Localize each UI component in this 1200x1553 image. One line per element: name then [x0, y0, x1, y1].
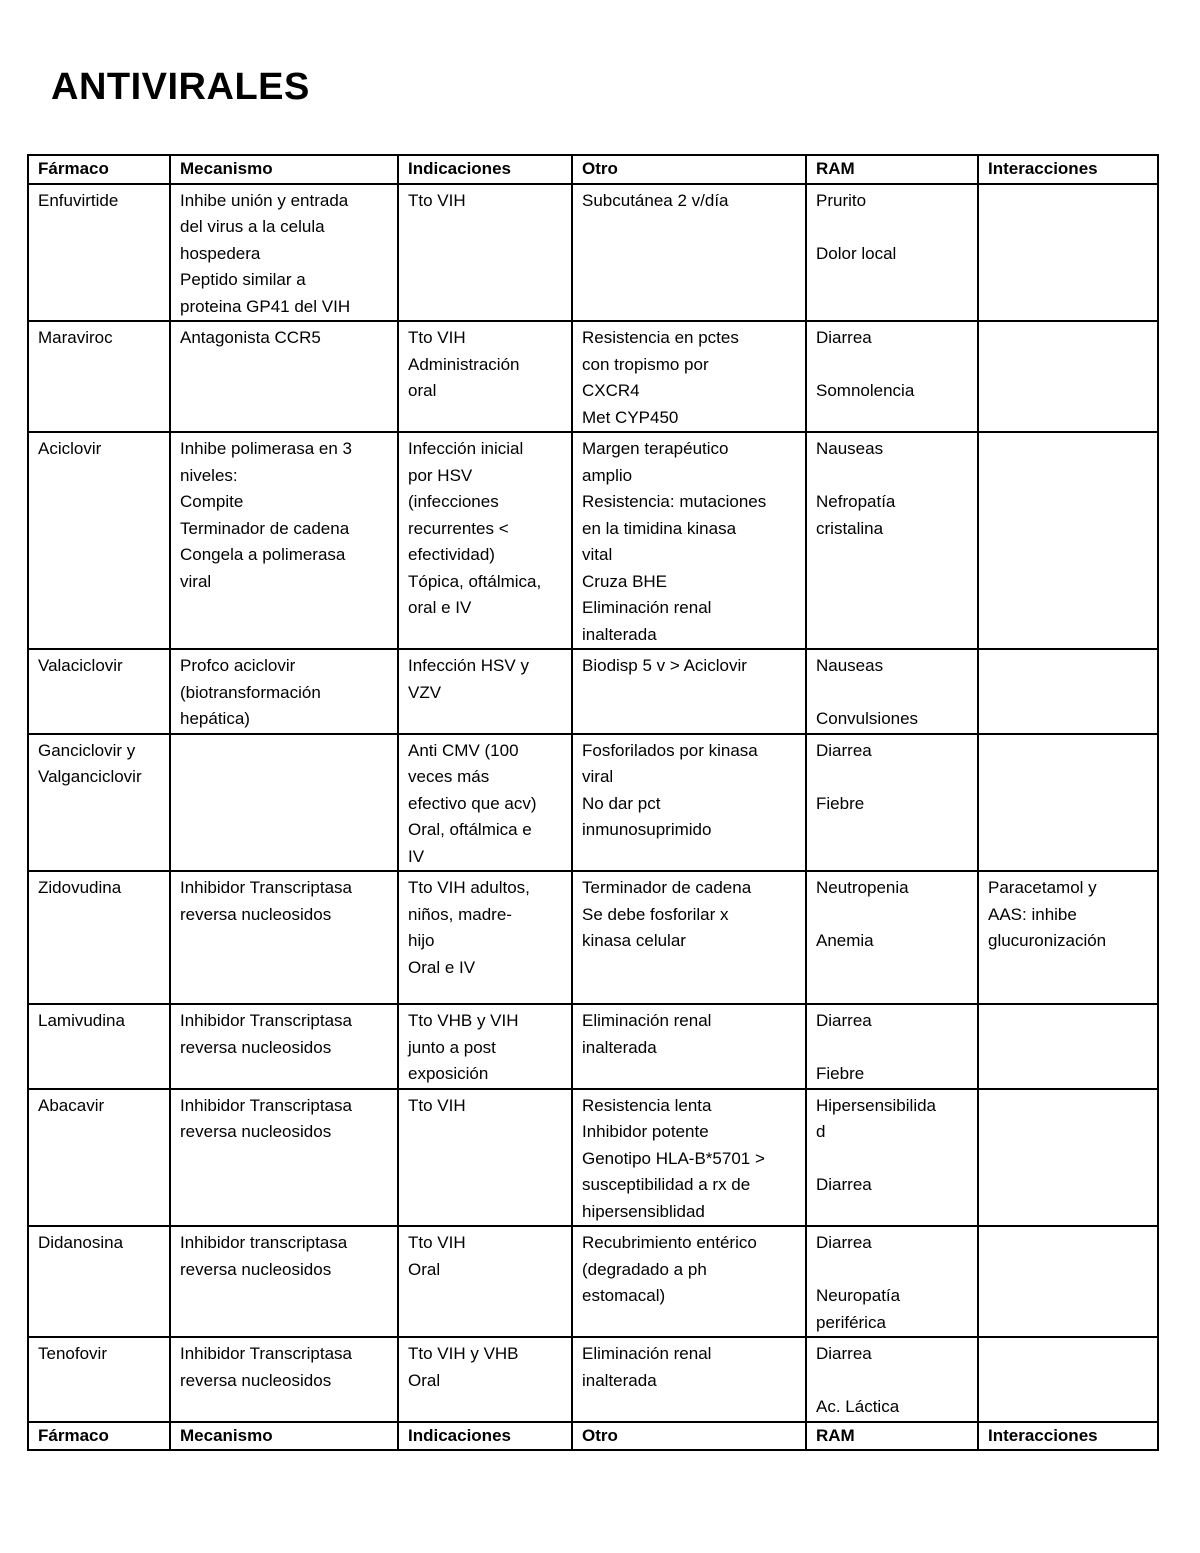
header-otro: Otro [572, 155, 806, 184]
cell-mecanismo: Inhibidor Transcriptasa reversa nucleosidos [170, 871, 398, 1004]
cell-otro: Resistencia en pctes con tropismo por CXCR4 Met CYP450 [572, 321, 806, 432]
table-footer-row [28, 1422, 1158, 1451]
cell-indicaciones: Infección inicial por HSV (infecciones recurrentes < efectividad) Tópica, oftálmica, oral e IV [398, 432, 572, 649]
table-row [28, 321, 1158, 432]
cell-farmaco: Tenofovir [28, 1337, 170, 1422]
cell-interacciones [978, 1337, 1158, 1422]
cell-interacciones [978, 734, 1158, 872]
cell-interacciones [978, 1004, 1158, 1089]
cell-otro: Eliminación renal inalterada [572, 1004, 806, 1089]
table-row [28, 432, 1158, 649]
cell-otro: Margen terapéutico amplio Resistencia: mutaciones en la timidina kinasa vital Cruza BHE Eliminación renal inalterada [572, 432, 806, 649]
cell-mecanismo: Profco aciclovir (biotransformación hepática) [170, 649, 398, 734]
footer-indicaciones: Indicaciones [398, 1422, 572, 1451]
cell-farmaco: Aciclovir [28, 432, 170, 649]
header-mecanismo: Mecanismo [170, 155, 398, 184]
cell-indicaciones: Tto VIH Oral [398, 1226, 572, 1337]
cell-indicaciones: Tto VIH Administración oral [398, 321, 572, 432]
cell-mecanismo: Inhibidor Transcriptasa reversa nucleosidos [170, 1089, 398, 1227]
cell-mecanismo: Inhibe unión y entrada del virus a la celula hospedera Peptido similar a proteina GP41 del VIH [170, 184, 398, 322]
cell-interacciones [978, 432, 1158, 649]
cell-interacciones [978, 184, 1158, 322]
cell-otro: Terminador de cadena Se debe fosforilar x kinasa celular [572, 871, 806, 1004]
footer-otro: Otro [572, 1422, 806, 1451]
table-row [28, 734, 1158, 872]
footer-interacciones: Interacciones [978, 1422, 1158, 1451]
cell-indicaciones: Tto VIH y VHB Oral [398, 1337, 572, 1422]
cell-otro: Biodisp 5 v > Aciclovir [572, 649, 806, 734]
cell-farmaco: Zidovudina [28, 871, 170, 1004]
table-row [28, 184, 1158, 322]
cell-ram: Neutropenia Anemia [806, 871, 978, 1004]
table-body [28, 184, 1158, 1451]
cell-farmaco: Enfuvirtide [28, 184, 170, 322]
cell-ram: Prurito Dolor local [806, 184, 978, 322]
cell-farmaco: Didanosina [28, 1226, 170, 1337]
table-row [28, 1089, 1158, 1227]
table-row [28, 1226, 1158, 1337]
cell-mecanismo: Antagonista CCR5 [170, 321, 398, 432]
header-indicaciones: Indicaciones [398, 155, 572, 184]
table-row [28, 1337, 1158, 1422]
cell-farmaco: Lamivudina [28, 1004, 170, 1089]
cell-farmaco: Ganciclovir y Valganciclovir [28, 734, 170, 872]
cell-interacciones [978, 321, 1158, 432]
cell-indicaciones: Tto VHB y VIH junto a post exposición [398, 1004, 572, 1089]
cell-farmaco: Maraviroc [28, 321, 170, 432]
cell-interacciones: Paracetamol y AAS: inhibe glucuronización [978, 871, 1158, 1004]
antivirales-table [27, 154, 1159, 1451]
cell-otro: Subcutánea 2 v/día [572, 184, 806, 322]
table-row [28, 871, 1158, 1004]
cell-otro: Fosforilados por kinasa viral No dar pct inmunosuprimido [572, 734, 806, 872]
cell-farmaco: Abacavir [28, 1089, 170, 1227]
cell-otro: Recubrimiento entérico (degradado a ph estomacal) [572, 1226, 806, 1337]
footer-ram: RAM [806, 1422, 978, 1451]
cell-farmaco: Valaciclovir [28, 649, 170, 734]
cell-mecanismo [170, 734, 398, 872]
table-row [28, 649, 1158, 734]
cell-ram: Diarrea Neuropatía periférica [806, 1226, 978, 1337]
cell-interacciones [978, 649, 1158, 734]
cell-interacciones [978, 1226, 1158, 1337]
cell-otro: Resistencia lenta Inhibidor potente Genotipo HLA-B*5701 > susceptibilidad a rx de hipersensiblidad [572, 1089, 806, 1227]
cell-ram: Hipersensibilida d Diarrea [806, 1089, 978, 1227]
page-title: ANTIVIRALES [51, 66, 310, 108]
header-farmaco: Fármaco [28, 155, 170, 184]
cell-indicaciones: Tto VIH [398, 1089, 572, 1227]
cell-indicaciones: Tto VIH [398, 184, 572, 322]
cell-ram: Diarrea Somnolencia [806, 321, 978, 432]
cell-interacciones [978, 1089, 1158, 1227]
table-row [28, 1004, 1158, 1089]
header-interacciones: Interacciones [978, 155, 1158, 184]
cell-ram: Nauseas Nefropatía cristalina [806, 432, 978, 649]
footer-mecanismo: Mecanismo [170, 1422, 398, 1451]
cell-mecanismo: Inhibidor Transcriptasa reversa nucleosidos [170, 1004, 398, 1089]
cell-ram: Diarrea Fiebre [806, 734, 978, 872]
cell-indicaciones: Tto VIH adultos, niños, madre- hijo Oral e IV [398, 871, 572, 1004]
cell-ram: Diarrea Fiebre [806, 1004, 978, 1089]
cell-ram: Nauseas Convulsiones [806, 649, 978, 734]
header-ram: RAM [806, 155, 978, 184]
cell-mecanismo: Inhibe polimerasa en 3 niveles: Compite Terminador de cadena Congela a polimerasa viral [170, 432, 398, 649]
cell-ram: Diarrea Ac. Láctica [806, 1337, 978, 1422]
footer-farmaco: Fármaco [28, 1422, 170, 1451]
cell-otro: Eliminación renal inalterada [572, 1337, 806, 1422]
cell-mecanismo: Inhibidor transcriptasa reversa nucleosidos [170, 1226, 398, 1337]
cell-mecanismo: Inhibidor Transcriptasa reversa nucleosidos [170, 1337, 398, 1422]
cell-indicaciones: Anti CMV (100 veces más efectivo que acv) Oral, oftálmica e IV [398, 734, 572, 872]
cell-indicaciones: Infección HSV y VZV [398, 649, 572, 734]
table-header-row [28, 155, 1158, 184]
